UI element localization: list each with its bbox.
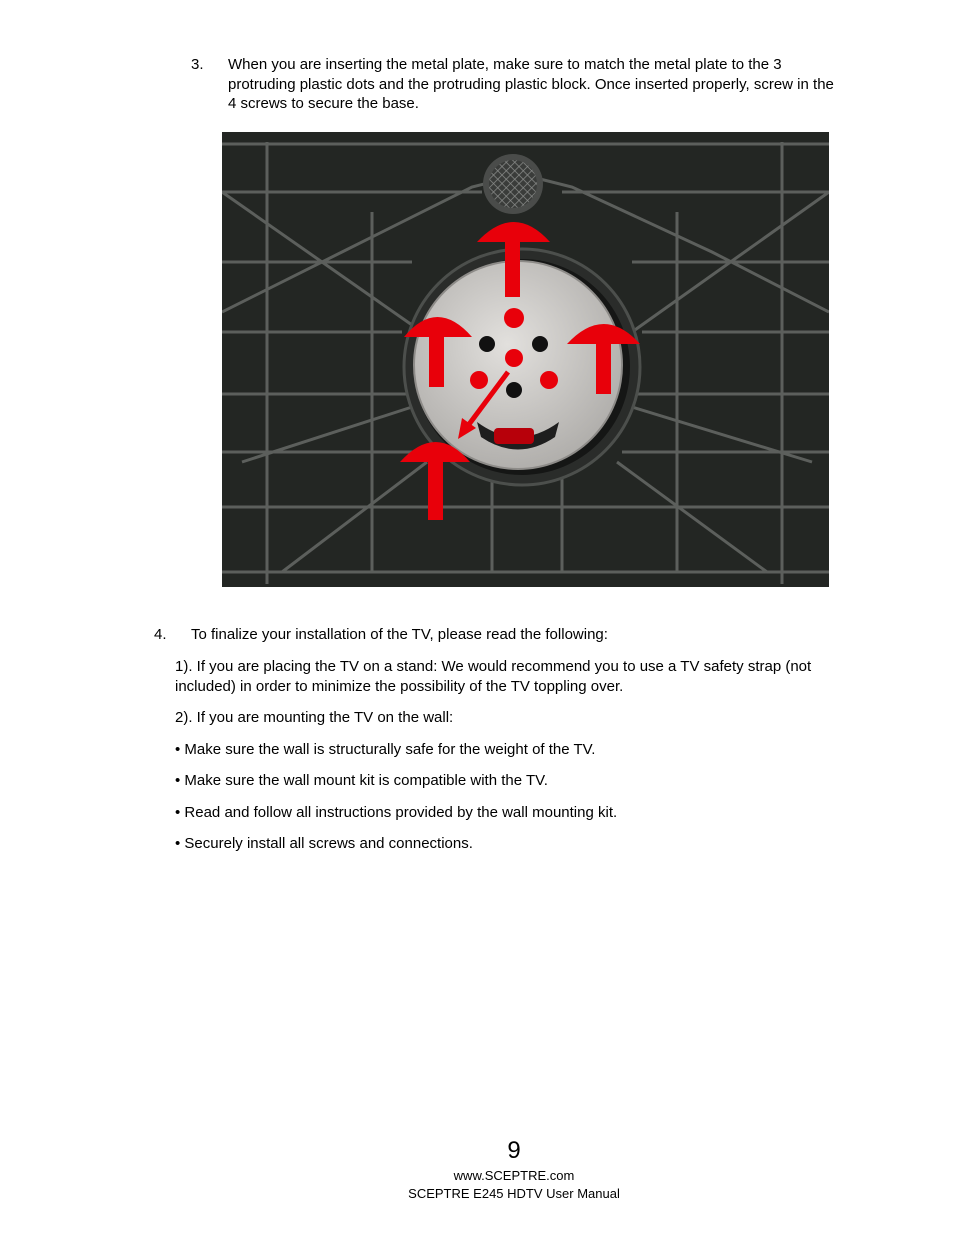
step-3-text: When you are inserting the metal plate, make sure to match the metal plate to the 3 protruding plastic dots and the protruding plastic block. Once inserted properly, screw in the 4 screws to secure the base. xyxy=(228,56,834,112)
step-4-number: 4. xyxy=(154,626,167,643)
bullet-install-screws: • Securely install all screws and connections. xyxy=(175,835,473,852)
stand-base-illustration xyxy=(222,132,829,587)
step-4-text: To finalize your installation of the TV, please read the following: xyxy=(191,626,608,643)
footer-website: www.SCEPTRE.com xyxy=(453,1168,575,1183)
paragraph-stand: 1). If you are placing the TV on a stand: We would recommend you to use a TV safety strap (not included) in order to minimize the possibility of the TV toppling over. xyxy=(175,658,812,695)
footer-manual-title: SCEPTRE E245 HDTV User Manual xyxy=(408,1186,620,1201)
bullet-follow-instructions: • Read and follow all instructions provided by the wall mounting kit. xyxy=(175,804,618,821)
paragraph-wall: 2). If you are mounting the TV on the wall: xyxy=(175,709,454,726)
bullet-wall-safe: • Make sure the wall is structurally safe for the weight of the TV. xyxy=(175,741,596,758)
step-3-number: 3. xyxy=(191,56,204,73)
bullet-kit-compatible: • Make sure the wall mount kit is compatible with the TV. xyxy=(175,772,548,789)
stand-base-photo xyxy=(222,132,829,587)
page-number: 9 xyxy=(507,1137,521,1164)
